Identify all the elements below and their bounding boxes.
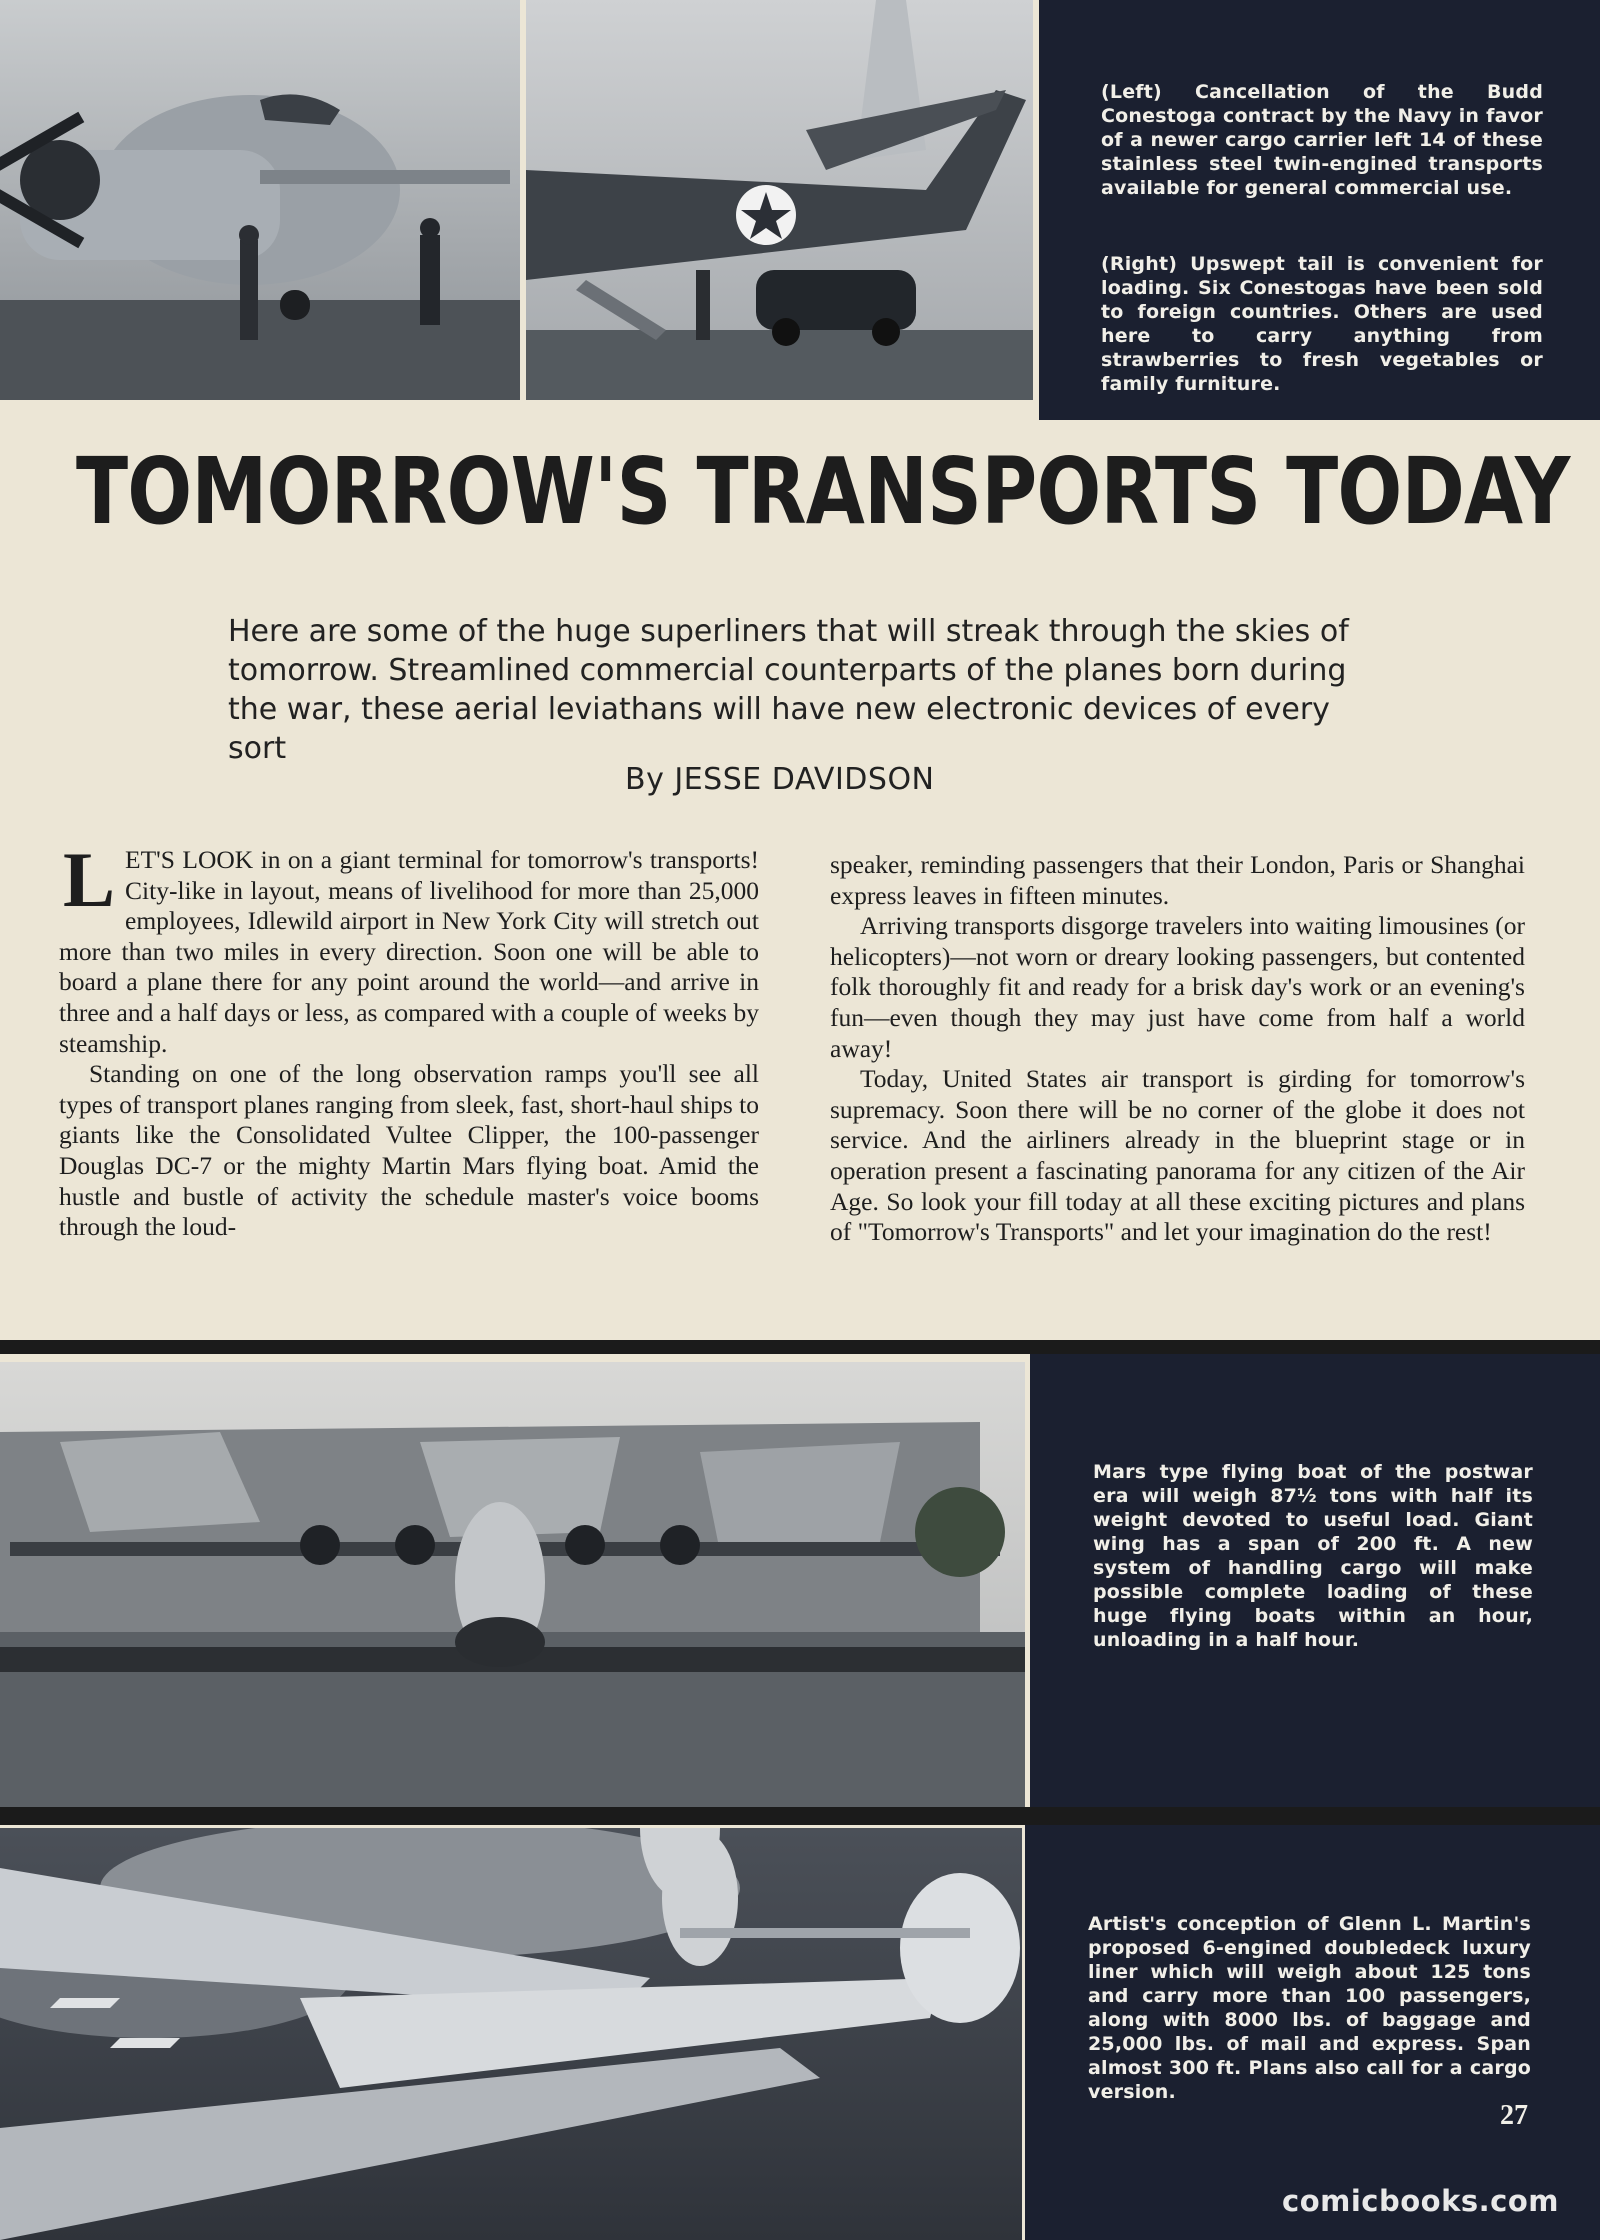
section-divider-2 — [0, 1807, 1600, 1825]
paragraph-2: Standing on one of the long observation ramps you'll see all types of transport planes ranging from sleek, fast, short-haul ships to giants like the Consolidated Vultee Clipper, the 100-passenger Douglas DC-7 or the mighty Martin Mars flying boat. Amid the hustle and bustle of activity the schedule master's voice booms through the loud- — [59, 1059, 759, 1242]
article-column-right — [830, 850, 1525, 1248]
right-photo-caption: (Right) Upswept tail is convenient for loading. Six Conestogas have been sold to foreign countries. Others are used here to carry anything from strawberries to fresh vegetables or family furniture. — [1101, 253, 1543, 395]
paragraph-2-continued: speaker, reminding passengers that their London, Paris or Shanghai express leaves in fifteen minutes. — [830, 850, 1525, 910]
martin-liner-artwork — [0, 1828, 1022, 2240]
mars-flying-boat-caption: Mars type flying boat of the postwar era will weigh 87½ tons with half its weight devoted to useful load. Giant wing has a span of 200 ft. A new system of handling cargo will make possible complete loading of these huge flying boats within an hour, unloading in a half hour. — [1093, 1461, 1533, 1651]
watermark-text: comicbooks.com — [1282, 2184, 1559, 2218]
section-divider — [0, 1340, 1600, 1354]
conestoga-front-photo — [0, 0, 520, 400]
paragraph-1 — [59, 836, 759, 1059]
article-deck: Here are some of the huge superliners that will streak through the skies of tomorrow. Streamlined commercial counterparts of the planes born during the war, these aerial leviathans will have new electronic devices of every sort — [228, 614, 1349, 766]
conestoga-tail-loading-photo — [526, 0, 1033, 400]
article-column-left — [59, 836, 759, 1243]
drop-cap: L — [63, 836, 116, 923]
page-number: 27 — [1500, 2100, 1528, 2131]
article-title: TOMORROW'S TRANSPORTS TODAY — [76, 438, 1570, 545]
martin-liner-caption: Artist's conception of Glenn L. Martin's proposed 6-engined doubledeck luxury liner which will weigh about 125 tons and carry more than 100 passengers, along with 8000 lbs. of baggage and 25,000 lbs. of mail and express. Span almost 300 ft. Plans also call for a cargo version. — [1088, 1913, 1531, 2103]
paragraph-3: Arriving transports disgorge travelers into waiting limousines (or helicopters)—not worn or dreary looking passengers, but contented folk thoroughly fit and ready for a brisk day's work or an evening's fun—even though they may just have come from half a world away! — [830, 911, 1525, 1063]
mars-flying-boat-photo — [0, 1362, 1025, 1807]
left-photo-caption: (Left) Cancellation of the Budd Conestoga contract by the Navy in favor of a newer cargo carrier left 14 of these stainless steel twin-engined transports available for general commercial use. — [1101, 81, 1543, 199]
paragraph-4: Today, United States air transport is girding for tomorrow's supremacy. Soon there will be no corner of the globe it does not service. And the airliners already in the blueprint stage or in operation present a fascinating panorama for any citizen of the Air Age. So look your fill today at all these exciting pictures and plans of "Tomorrow's Transports" and let your imagination do the rest! — [830, 1064, 1525, 1247]
paragraph-1-text: ET'S LOOK in on a giant terminal for tomorrow's transports! City-like in layout, means of livelihood for more than 25,000 employees, Idlewild airport in New York City will stretch out more than two miles in every direction. Soon one will be able to board a plane there for any point around the world—and arrive in three and a half days or less, as compared with a couple of weeks by steamship. — [59, 845, 759, 1058]
article-byline: By JESSE DAVIDSON — [625, 762, 935, 797]
